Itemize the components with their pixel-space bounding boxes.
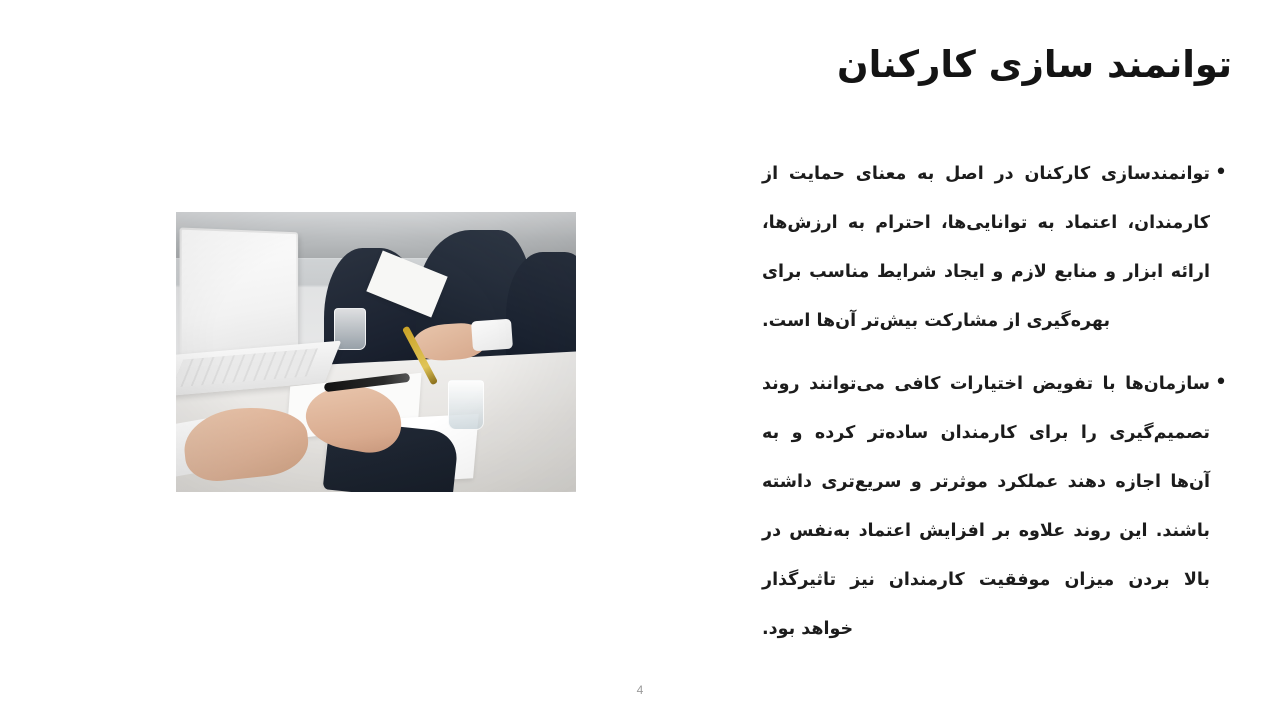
bullet-paragraph-2: سازمان‌ها با تفویض اختیارات کافی می‌توانند روند تصمیم‌گیری را برای کارمندان ساده‌تر کرده و به آن‌ها اجازه دهند عملکرد موثرتر و سریع‌تری داشته باشند. این روند علاوه بر افزایش اعتماد به‌نفس در بالا بردن میزان موفقیت کارمندان نیز تاثیرگذار خواهد بود. bbox=[762, 374, 1210, 639]
list-item bbox=[762, 360, 1232, 654]
photo-vignette bbox=[176, 212, 576, 492]
bullet-paragraph-1: توانمندسازی کارکنان در اصل به معنای حمایت از کارمندان، اعتماد به توانایی‌ها، احترام به ارزش‌ها، ارائه ابزار و منابع لازم و ایجاد شرایط مناسب برای بهره‌گیری از مشارکت بیش‌تر آن‌ها است. bbox=[762, 164, 1210, 331]
page-title: توانمند سازی کارکنان bbox=[836, 43, 1232, 86]
list-item bbox=[762, 150, 1232, 346]
bullet-icon: • bbox=[1214, 160, 1228, 185]
slide-body bbox=[762, 150, 1232, 668]
bullet-icon: • bbox=[1214, 370, 1228, 395]
slide-image bbox=[176, 212, 576, 492]
slide-number: 4 bbox=[636, 683, 644, 697]
meeting-photo bbox=[176, 212, 576, 492]
